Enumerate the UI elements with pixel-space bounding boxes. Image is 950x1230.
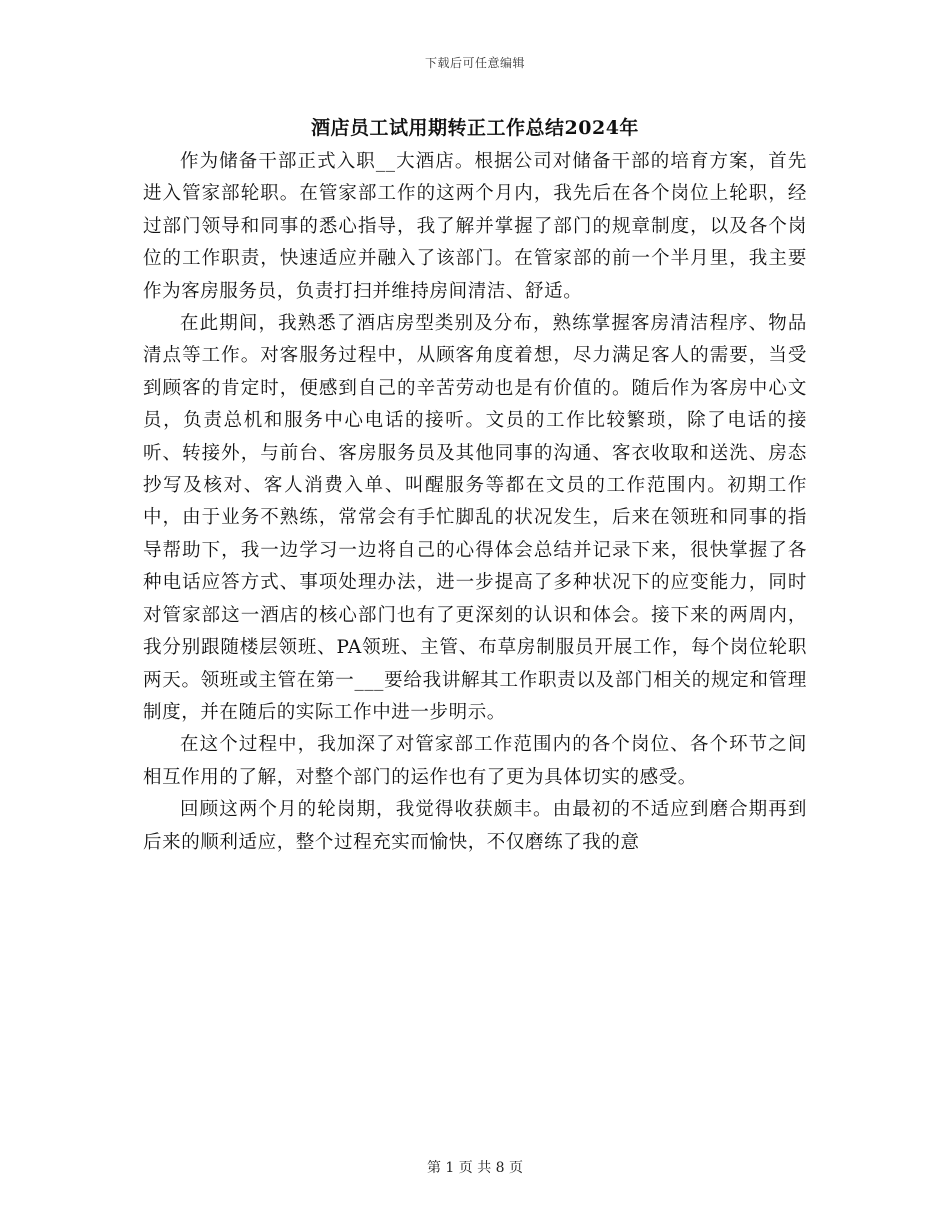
paragraph-3: 在这个过程中，我加深了对管家部工作范围内的各个岗位、各个环节之间相互作用的了解，对整个部门的运作也有了更为具体切实的感受。 xyxy=(143,734,807,788)
page-number: 第 1 页 共 8 页 xyxy=(426,1160,524,1176)
document-body xyxy=(143,146,807,859)
header-note: 下载后可任意编辑 xyxy=(424,56,525,70)
paragraph-4: 回顾这两个月的轮岗期，我觉得收获颇丰。由最初的不适应到磨合期再到后来的顺利适应，整个过程充实而愉快，不仅磨练了我的意 xyxy=(143,799,807,853)
paragraph-1: 作为储备干部正式入职__大酒店。根据公司对储备干部的培育方案，首先进入管家部轮职。在管家部工作的这两个月内，我先后在各个岗位上轮职，经过部门领导和同事的悉心指导，我了解并掌握了部门的规章制度，以及各个岗位的工作职责，快速适应并融入了该部门。在管家部的前一个半月里，我主要作为客房服务员，负责打扫并维持房间清洁、舒适。 xyxy=(143,151,807,302)
paragraph-2: 在此期间，我熟悉了酒店房型类别及分布，熟练掌握客房清洁程序、物品清点等工作。对客服务过程中，从顾客角度着想，尽力满足客人的需要，当受到顾客的肯定时，便感到自己的辛苦劳动也是有价值的。随后作为客房中心文员，负责总机和服务中心电话的接听。文员的工作比较繁琐，除了电话的接听、转接外，与前台、客房服务员及其他同事的沟通、客衣收取和送洗、房态抄写及核对、客人消费入单、叫醒服务等都在文员的工作范围内。初期工作中，由于业务不熟练，常常会有手忙脚乱的状况发生，后来在领班和同事的指导帮助下，我一边学习一边将自己的心得体会总结并记录下来，很快掌握了各种电话应答方式、事项处理办法，进一步提高了多种状况下的应变能力，同时对管家部这一酒店的核心部门也有了更深刻的认识和体会。接下来的两周内，我分别跟随楼层领班、PA领班、主管、布草房制服员开展工作，每个岗位轮职两天。领班或主管在第一___要给我讲解其工作职责以及部门相关的规定和管理制度，并在随后的实际工作中进一步明示。 xyxy=(143,313,807,723)
document-title: 酒店员工试用期转正工作总结2024年 xyxy=(311,117,639,139)
